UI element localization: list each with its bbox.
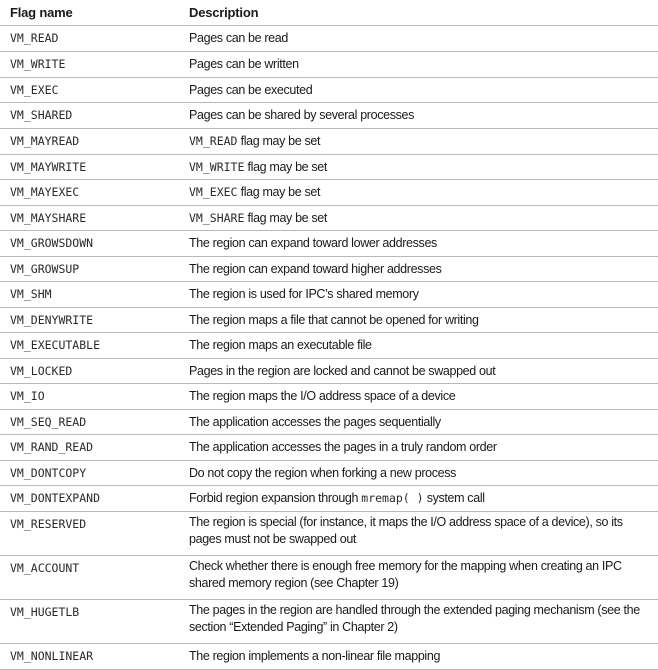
flag-name-cell: VM_GROWSUP [10,262,80,276]
table-row [0,512,658,556]
flag-name-cell: VM_GROWSDOWN [10,236,94,250]
description-text: The application accesses the pages in a truly random order [189,440,497,454]
flag-name-cell: VM_EXEC [10,83,59,97]
flag-name-cell: VM_DONTCOPY [10,466,87,480]
table-body [0,26,658,670]
description-code: VM_WRITE [189,160,245,174]
description-cell [189,133,651,150]
description-cell [189,439,651,456]
flag-name-cell: VM_SHM [10,287,52,301]
description-cell [189,261,651,278]
description-text-suffix: flag may be set [237,185,321,199]
table-row [0,556,658,600]
flag-name-cell: VM_READ [10,31,59,45]
description-text: The pages in the region are handled through the extended paging mechanism (see the section “Extended Paging” in Chapter 2) [189,603,640,634]
description-code: VM_EXEC [189,185,238,199]
table-row [0,333,658,359]
table-row [0,155,658,180]
header-description: Description [189,5,259,20]
table-row [0,26,658,52]
description-cell [189,82,651,99]
description-text: The application accesses the pages sequentially [189,415,441,429]
description-text-suffix: flag may be set [237,134,321,148]
description-cell [189,388,651,405]
description-text: Pages can be shared by several processes [189,108,415,122]
table-row [0,410,658,435]
description-cell [189,337,651,354]
table-row [0,644,658,670]
flag-name-cell: VM_MAYSHARE [10,211,87,225]
description-cell [189,30,651,47]
table-row [0,600,658,644]
table-row [0,384,658,410]
description-text: Pages can be read [189,31,288,45]
table-row [0,206,658,231]
table-row [0,180,658,206]
table-header [0,0,658,26]
flag-name-cell: VM_SHARED [10,108,73,122]
description-text: The region is used for IPC’s shared memory [189,287,419,301]
description-cell [189,465,651,482]
table-row [0,231,658,257]
header-flag-name: Flag name [10,5,73,20]
description-cell [189,107,651,124]
table-row [0,78,658,103]
description-text: The region can expand toward lower addresses [189,236,437,250]
description-cell [189,602,651,636]
flag-name-cell: VM_RAND_READ [10,440,94,454]
flag-name-cell: VM_MAYWRITE [10,160,87,174]
flag-name-cell: VM_SEQ_READ [10,415,87,429]
flag-name-cell: VM_DONTEXPAND [10,491,101,505]
description-cell [189,363,651,380]
description-text: The region is special (for instance, it maps the I/O address space of a device), so its pages must not be swapped out [189,515,623,546]
table-row [0,129,658,155]
flag-name-cell: VM_EXECUTABLE [10,338,101,352]
description-text: Pages can be executed [189,83,313,97]
flag-name-cell: VM_MAYEXEC [10,185,80,199]
table-row [0,461,658,486]
description-text: Pages can be written [189,57,299,71]
description-text: Do not copy the region when forking a new process [189,466,457,480]
flag-name-cell: VM_MAYREAD [10,134,80,148]
table-row [0,282,658,308]
description-cell [189,56,651,73]
description-text: The region maps the I/O address space of a device [189,389,456,403]
description-text-suffix: flag may be set [244,160,328,174]
table-row [0,52,658,78]
flag-name-cell: VM_DENYWRITE [10,313,94,327]
table-row [0,257,658,282]
table-row [0,103,658,129]
flag-name-cell: VM_ACCOUNT [10,561,80,575]
description-text: Forbid region expansion through [189,491,362,505]
description-text: Pages in the region are locked and cannot be swapped out [189,364,496,378]
description-cell [189,210,651,227]
description-text-suffix: flag may be set [244,211,328,225]
description-cell [189,490,651,507]
description-cell [189,184,651,201]
description-text: The region can expand toward higher addresses [189,262,442,276]
description-cell [189,286,651,303]
table-row [0,359,658,384]
description-code: mremap( ) [361,491,424,505]
table-row [0,435,658,461]
flag-name-cell: VM_HUGETLB [10,605,80,619]
description-text: The region maps a file that cannot be opened for writing [189,313,479,327]
description-cell [189,235,651,252]
description-cell [189,414,651,431]
description-cell [189,159,651,176]
description-cell [189,558,651,592]
table-row [0,486,658,512]
description-code: VM_READ [189,134,238,148]
description-text-suffix: system call [423,491,485,505]
description-text: Check whether there is enough free memory for the mapping when creating an IPC shared memory region (see Chapter 19) [189,559,622,590]
flag-name-cell: VM_NONLINEAR [10,649,94,663]
flag-name-cell: VM_RESERVED [10,517,87,531]
flag-name-cell: VM_WRITE [10,57,66,71]
description-text: The region maps an executable file [189,338,372,352]
table-row [0,308,658,333]
flag-name-cell: VM_IO [10,389,45,403]
description-cell [189,312,651,329]
description-text: The region implements a non-linear file mapping [189,649,441,663]
flag-name-cell: VM_LOCKED [10,364,73,378]
description-cell [189,514,651,548]
description-code: VM_SHARE [189,211,245,225]
description-cell [189,648,651,665]
